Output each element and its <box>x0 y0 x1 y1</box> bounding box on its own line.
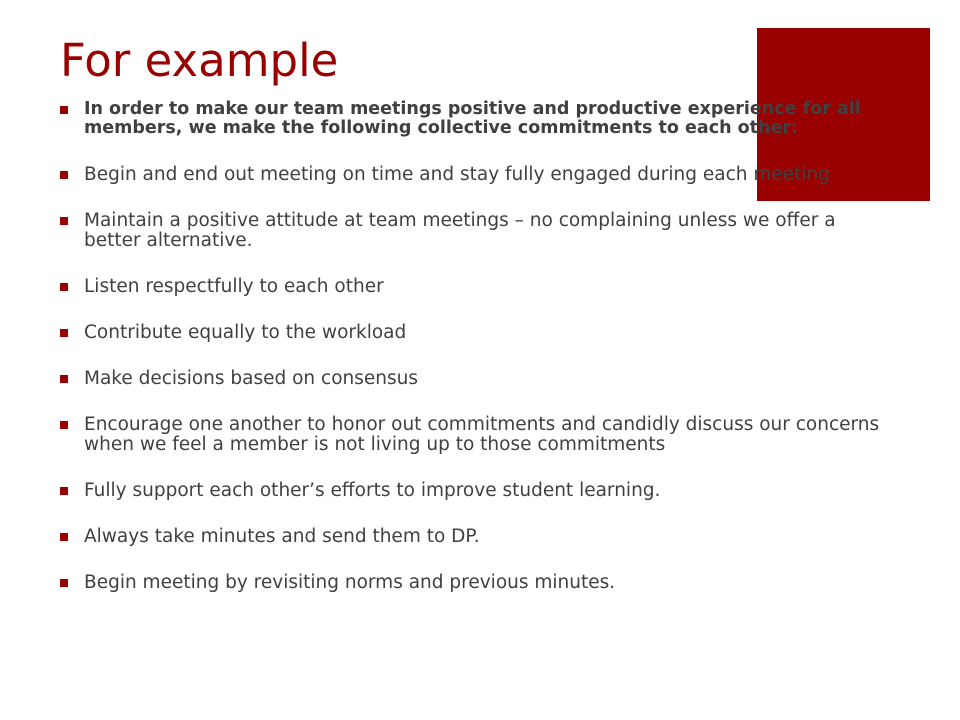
list-item <box>60 277 890 297</box>
bullet-square-icon <box>60 573 84 587</box>
list-item-text: Contribute equally to the workload <box>84 322 407 343</box>
bullet-square-icon <box>60 415 84 429</box>
bullet-square-icon <box>60 100 84 114</box>
bullet-list <box>60 100 890 593</box>
list-item <box>60 369 890 389</box>
bullet-square-icon <box>60 211 84 225</box>
bullet-square-icon <box>60 481 84 495</box>
bullet-square-icon <box>60 323 84 337</box>
list-item-text: Maintain a positive attitude at team meetings – no complaining unless we offer a better alternative. <box>84 210 836 251</box>
list-item-text: Always take minutes and send them to DP. <box>84 526 480 547</box>
list-item <box>60 415 890 455</box>
list-item-text: Begin meeting by revisiting norms and previous minutes. <box>84 572 616 593</box>
list-item <box>60 323 890 343</box>
list-item-text: Make decisions based on consensus <box>84 368 419 389</box>
intro-text: In order to make our team meetings positive and productive experience for all members, we make the following collective commitments to each other: <box>84 99 861 138</box>
slide-title: For example <box>60 34 339 87</box>
intro-bullet <box>60 100 890 138</box>
list-item-text: Encourage one another to honor out commitments and candidly discuss our concerns when we feel a member is not living up to those commitments <box>84 414 880 455</box>
list-item-text: Begin and end out meeting on time and stay fully engaged during each meeting <box>84 164 831 185</box>
list-item <box>60 527 890 547</box>
list-item <box>60 573 890 593</box>
bullet-square-icon <box>60 369 84 383</box>
list-item-text: Listen respectfully to each other <box>84 276 384 297</box>
list-item <box>60 211 890 251</box>
list-item <box>60 481 890 501</box>
bullet-square-icon <box>60 277 84 291</box>
bullet-square-icon <box>60 527 84 541</box>
list-item-text: Fully support each other’s efforts to improve student learning. <box>84 480 661 501</box>
list-item <box>60 165 890 185</box>
bullet-square-icon <box>60 165 84 179</box>
